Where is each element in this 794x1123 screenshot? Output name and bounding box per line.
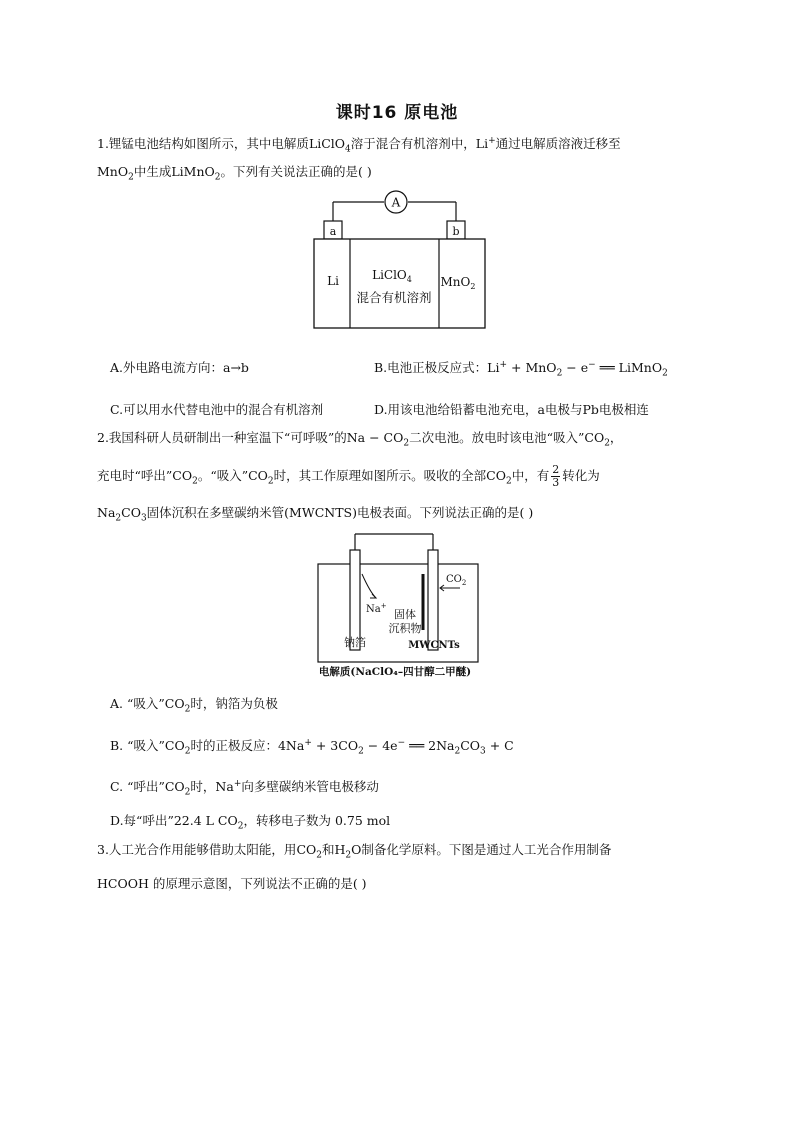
mwcnt-electrode xyxy=(428,550,438,650)
q1-option-c[interactable]: C.可以用水代替电池中的混合有机溶剂 xyxy=(110,402,324,417)
text: 和 xyxy=(321,842,335,857)
fraction-numerator: 2 xyxy=(552,463,560,476)
q1-stem-line2 xyxy=(97,162,707,182)
subscript: 2 xyxy=(214,172,221,183)
subscript: 2 xyxy=(403,438,410,449)
q3-stem-line2: HCOOH 的原理示意图，下列说法不正确的是( ) xyxy=(97,876,367,891)
subscript: 2 xyxy=(662,368,668,379)
formula: 22.4 L CO xyxy=(173,813,238,828)
q2-stem-line3 xyxy=(97,503,707,523)
formula: Na − CO xyxy=(346,430,404,445)
subscript: 2 xyxy=(345,850,352,861)
formula: CO xyxy=(486,468,506,483)
formula: CO xyxy=(460,738,481,753)
terminal-b-label: b xyxy=(452,225,460,238)
formula: CO xyxy=(121,505,141,520)
q2-stem-line2 xyxy=(97,464,707,489)
text: D.每“呼出” xyxy=(110,813,174,828)
text: B. “吸入” xyxy=(110,738,165,753)
solvent-label: 混合有机溶剂 xyxy=(356,290,432,305)
text: 向多壁碳纳米管电极移动 xyxy=(241,779,379,794)
subscript: 2 xyxy=(192,476,198,487)
text: 溶于混合有机溶剂中， xyxy=(350,136,476,151)
li-electrode-label: Li xyxy=(327,274,339,288)
co2-formula: CO xyxy=(446,574,462,585)
superscript: + xyxy=(488,135,496,146)
subscript: 2 xyxy=(470,282,476,291)
superscript: − xyxy=(397,737,406,748)
formula: CO xyxy=(248,468,268,483)
deposit-label: 沉积物 xyxy=(388,622,422,635)
subscript: 2 xyxy=(237,821,244,832)
superscript: − xyxy=(588,359,596,370)
subscript: 2 xyxy=(184,787,191,798)
text: 充电时“呼出” xyxy=(97,468,173,483)
text: 时，钠箔为负极 xyxy=(190,696,278,711)
mno2-formula: MnO xyxy=(440,275,471,289)
text: 中生成 xyxy=(133,164,172,179)
fraction-denominator: 3 xyxy=(552,476,560,489)
subscript: 2 xyxy=(556,368,563,379)
formula: − 4e xyxy=(363,738,398,753)
text: A. “吸入” xyxy=(110,696,165,711)
superscript: + xyxy=(304,737,312,748)
q2-option-a[interactable] xyxy=(110,694,278,715)
page-title: 课时16 原电池 xyxy=(335,103,459,123)
formula: ══ LiMnO xyxy=(595,360,663,375)
subscript: 4 xyxy=(406,275,412,284)
formula: + C xyxy=(485,738,514,753)
subscript: 2 xyxy=(358,746,364,757)
subscript: 2 xyxy=(604,438,610,449)
subscript: 4 xyxy=(345,144,351,155)
subscript: 3 xyxy=(140,513,147,524)
formula: LiMnO xyxy=(171,164,215,179)
text: C. “呼出” xyxy=(110,779,165,794)
subscript: 2 xyxy=(128,172,134,183)
fraction xyxy=(551,464,560,489)
subscript: 3 xyxy=(480,746,486,757)
q2-option-b[interactable] xyxy=(110,736,514,757)
q2-option-c[interactable] xyxy=(110,777,379,798)
text: 中，有 xyxy=(511,468,550,483)
q2-na-co2-battery-diagram xyxy=(310,530,490,680)
text: ， xyxy=(609,430,623,445)
formula: CO xyxy=(164,696,185,711)
formula: CO xyxy=(164,779,185,794)
q1-stem-line1 xyxy=(97,134,707,154)
q3-stem-line1 xyxy=(97,840,707,860)
formula: CO xyxy=(164,738,185,753)
formula: + MnO xyxy=(507,360,557,375)
mwcnt-label: MWCNTs xyxy=(408,640,460,651)
formula: CO xyxy=(296,842,317,857)
formula: H xyxy=(334,842,346,857)
formula: LiClO xyxy=(308,136,346,151)
subscript: 2 xyxy=(454,746,461,757)
sodium-foil-electrode xyxy=(350,550,360,650)
subscript: 2 xyxy=(184,704,191,715)
text: 制备化学原料。下图是通过人工光合作用制备 xyxy=(361,842,612,857)
subscript: 2 xyxy=(115,513,122,524)
mno2-electrode-label xyxy=(441,275,476,291)
text: 。“吸入” xyxy=(197,468,249,483)
subscript: 2 xyxy=(267,476,274,487)
text: 时，其工作原理如图所示。吸收的全部 xyxy=(273,468,487,483)
q1-option-a[interactable]: A.外电路电流方向：a→b xyxy=(110,360,249,375)
text: 通过电解质溶液迁移至 xyxy=(495,136,621,151)
formula: − e xyxy=(562,360,589,375)
text: B.电池正极反应式： xyxy=(374,360,488,375)
text: 二次电池。放电时该电池“吸入” xyxy=(409,430,585,445)
formula: Na xyxy=(215,779,234,794)
q2-option-d[interactable] xyxy=(110,811,391,832)
formula: Na xyxy=(97,505,116,520)
formula: ══ 2Na xyxy=(405,738,455,753)
text: 。下列有关说法正确的是( ) xyxy=(220,164,372,179)
text: 时的正极反应： xyxy=(190,738,278,753)
superscript: + xyxy=(233,778,242,789)
formula: CO xyxy=(172,468,193,483)
text: 时， xyxy=(190,779,216,794)
formula: Li xyxy=(475,136,489,151)
formula: MnO xyxy=(97,164,129,179)
electrolyte-caption: 电解质(NaClO₄–四甘醇二甲醚) xyxy=(318,666,472,678)
subscript: 2 xyxy=(461,579,467,587)
text: 固体沉积在多壁碳纳米管(MWCNTS)电极表面。下列说法正确的是( ) xyxy=(146,505,534,520)
superscript: + xyxy=(380,602,387,610)
sodium-foil-label: 钠箔 xyxy=(344,636,366,649)
q1-battery-diagram xyxy=(300,188,500,333)
text: 转化为 xyxy=(562,468,600,483)
subscript: 2 xyxy=(316,850,322,861)
formula: Li xyxy=(487,360,500,375)
na-formula: Na xyxy=(366,604,381,615)
formula: O xyxy=(351,842,362,857)
superscript: + xyxy=(499,359,508,370)
terminal-a-label: a xyxy=(329,225,337,238)
q1-option-d[interactable]: D.用该电池给铅蓄电池充电，a电极与Pb电极相连 xyxy=(374,402,649,417)
text: 1.锂锰电池结构如图所示，其中电解质 xyxy=(97,136,309,151)
electrolyte-label xyxy=(372,268,412,284)
formula: + 3CO xyxy=(311,738,359,753)
subscript: 2 xyxy=(184,746,191,757)
solid-label: 固体 xyxy=(394,608,416,621)
ammeter-label: A xyxy=(391,195,401,210)
text: ，转移电子数为 0.75 mol xyxy=(243,813,391,828)
formula: 4Na xyxy=(277,738,305,753)
electrolyte-formula: LiClO xyxy=(372,268,407,282)
subscript: 2 xyxy=(505,476,512,487)
q2-stem-line1 xyxy=(97,428,707,448)
text: 2.我国科研人员研制出一种室温下“可呼吸”的 xyxy=(97,430,347,445)
formula: CO xyxy=(584,430,605,445)
text: 3.人工光合作用能够借助太阳能，用 xyxy=(97,842,297,857)
q1-option-b[interactable] xyxy=(374,358,668,379)
